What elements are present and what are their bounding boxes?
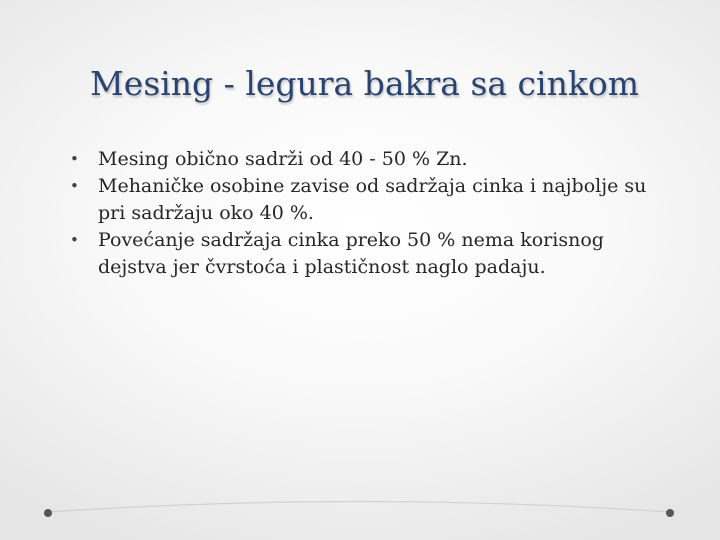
bullet-item [68,146,668,173]
bullet-item [68,173,668,227]
decorative-dot-right [666,509,674,517]
bullet-text: Mesing obično sadrži od 40 - 50 % Zn. [98,148,468,170]
bullet-icon: • [70,231,79,249]
bullet-text: Mehaničke osobine zavise od sadržaja cinka i najbolje su pri sadržaju oko 40 %. [98,175,647,224]
decorative-curve-line [48,502,670,513]
bullet-list [68,146,668,281]
bullet-icon: • [70,177,79,195]
bullet-text: Povećanje sadržaja cinka preko 50 % nema korisnog dejstva jer čvrstoća i plastičnost naglo padaju. [98,229,604,278]
slide-title: Mesing - legura bakra sa cinkom [90,64,639,103]
decorative-dot-left [44,509,52,517]
bullet-item [68,227,668,281]
bullet-icon: • [70,150,79,168]
